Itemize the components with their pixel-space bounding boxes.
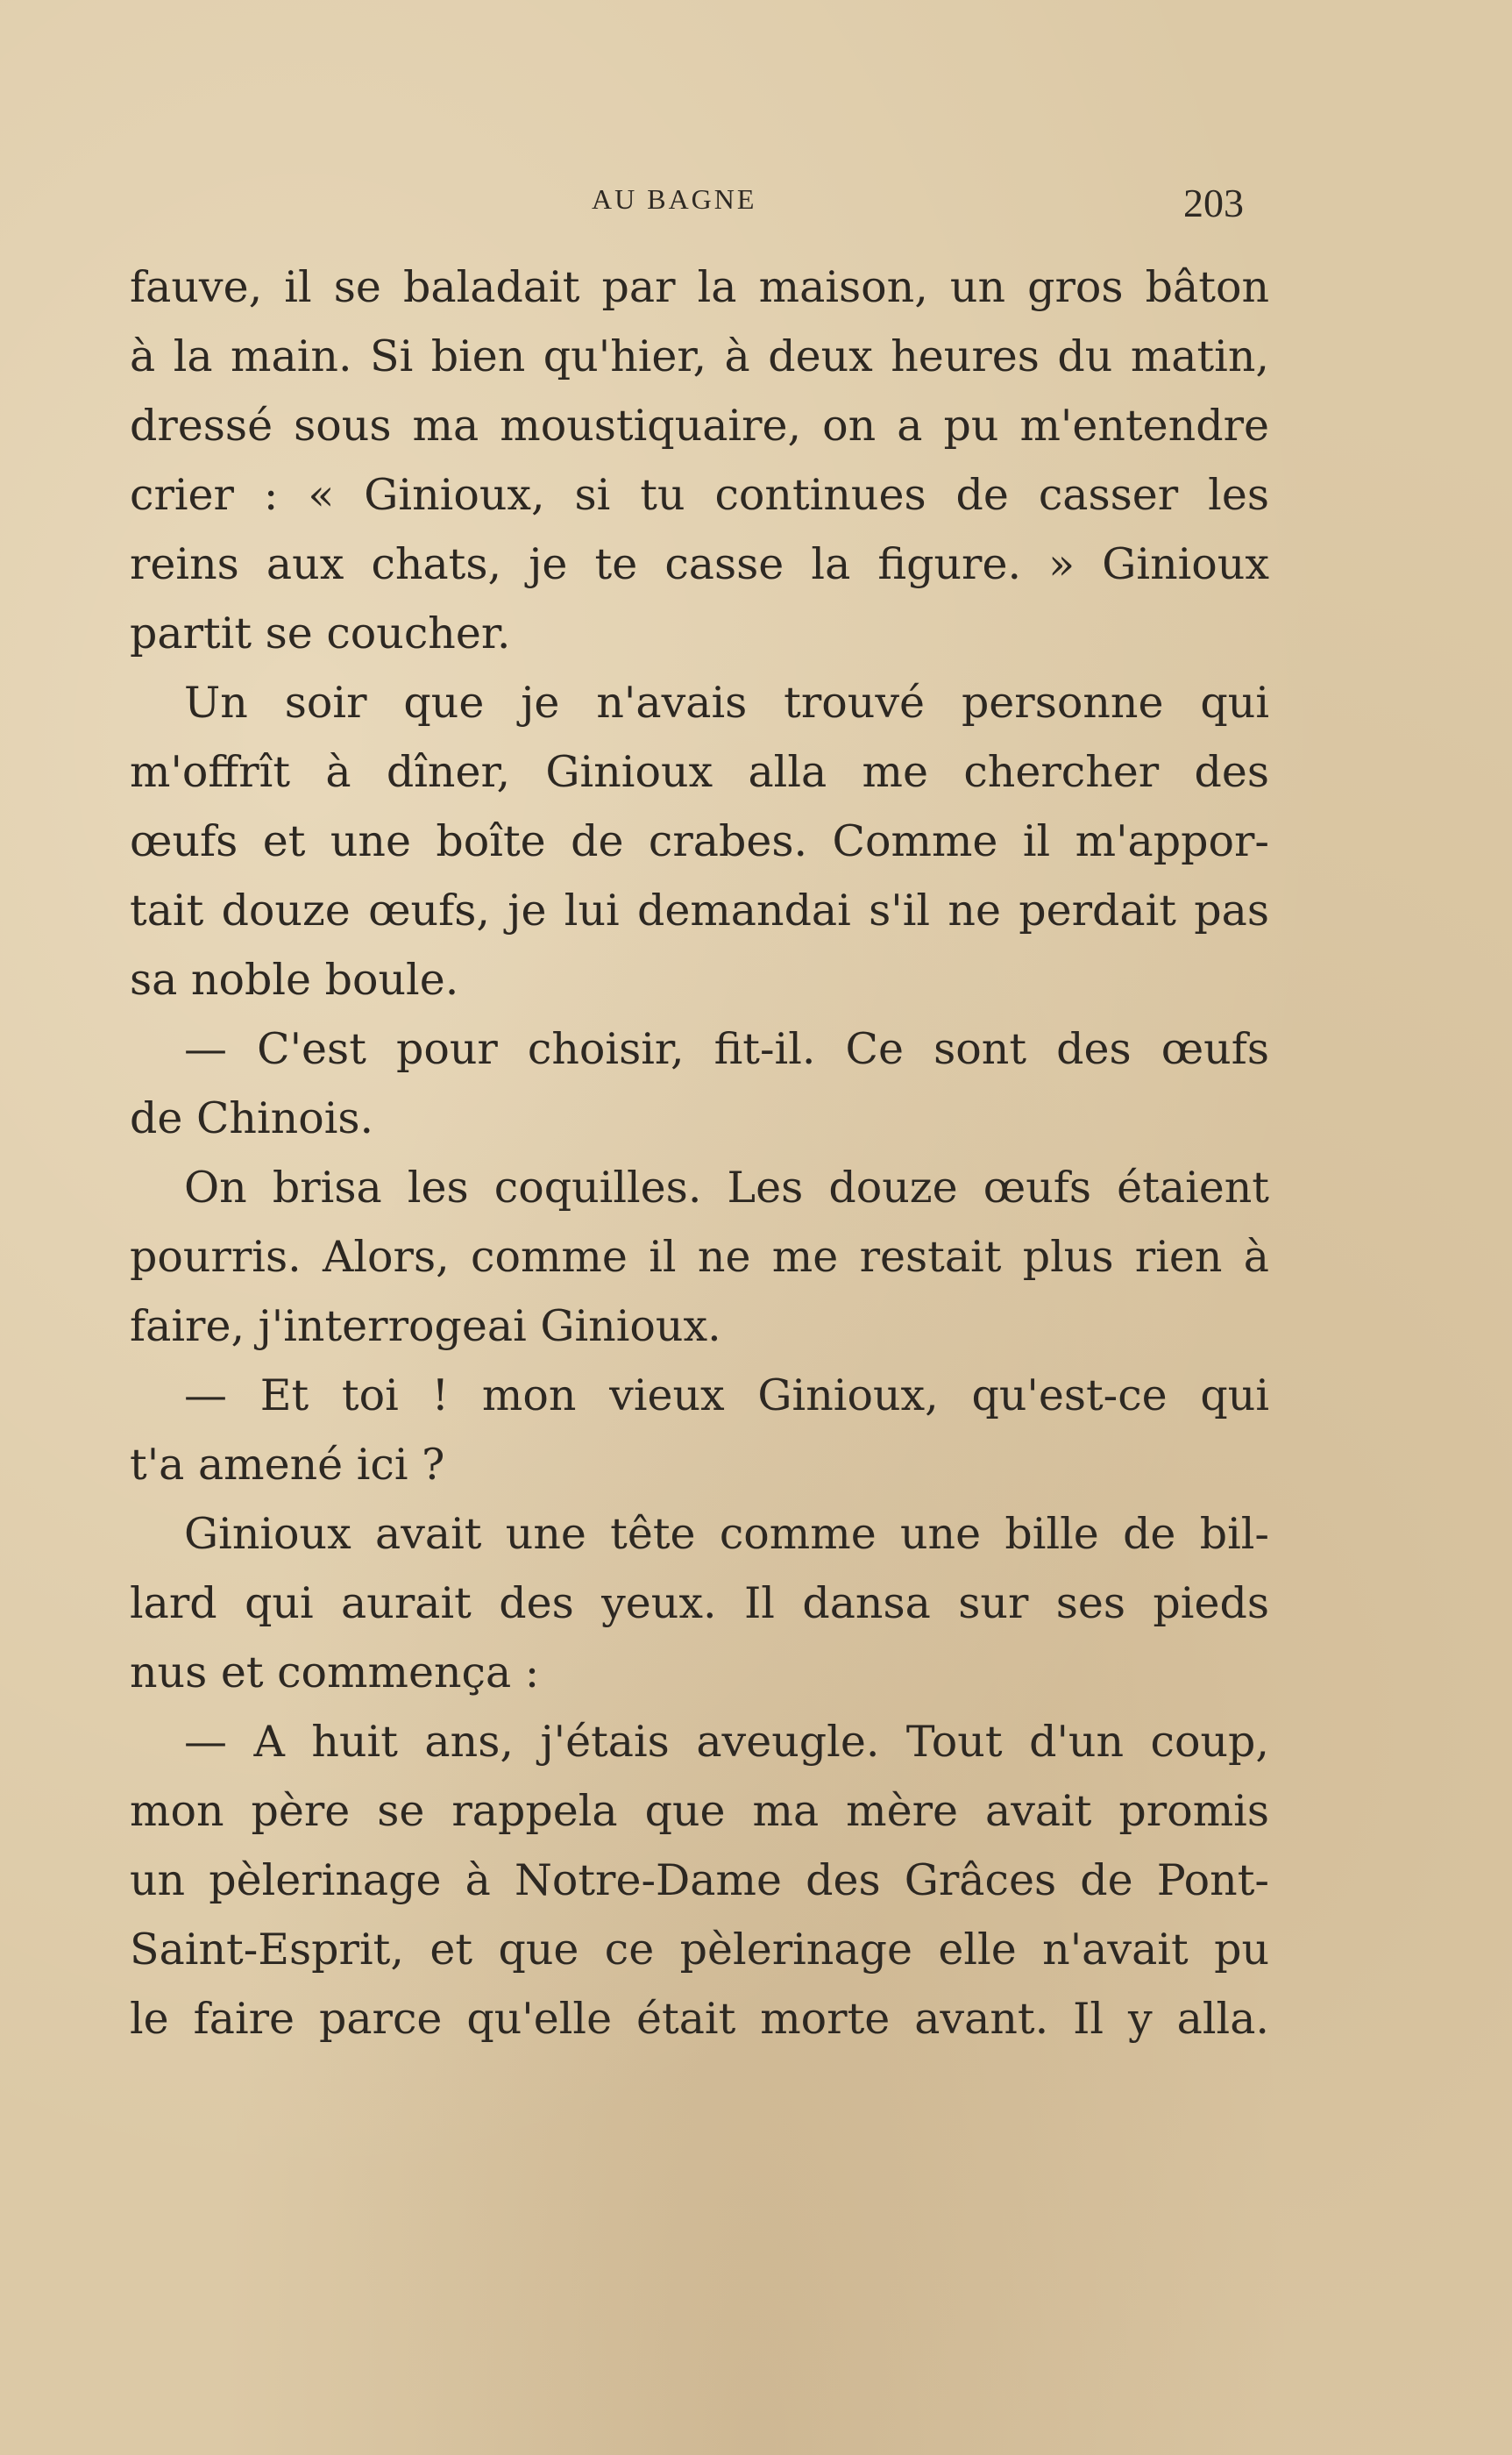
text-line: Ginioux avait une tête comme une bille de bil-: [184, 1509, 1269, 1559]
text-line: sa noble boule.: [130, 955, 459, 1005]
text-line: un pèlerinage à Notre-Dame des Grâces de Pont-: [130, 1855, 1269, 1905]
text-line: pourris. Alors, comme il ne me restait plus rien à: [130, 1232, 1269, 1282]
running-title: AU BAGNE: [592, 183, 757, 215]
text-line: œufs et une boîte de crabes. Comme il m'appor-: [130, 816, 1269, 866]
text-line: Saint-Esprit, et que ce pèlerinage elle n'avait pu: [130, 1925, 1269, 1975]
text-line: crier : « Ginioux, si tu continues de casser les: [130, 470, 1269, 520]
body-text: [130, 253, 1269, 2053]
text-line: fauve, il se baladait par la maison, un gros bâton: [130, 262, 1269, 312]
text-line: m'offrît à dîner, Ginioux alla me chercher des: [130, 747, 1269, 797]
text-line: partit se coucher.: [130, 608, 511, 658]
text-line: On brisa les coquilles. Les douze œufs étaient: [184, 1163, 1269, 1213]
running-head: [0, 180, 1512, 232]
text-line: tait douze œufs, je lui demandai s'il ne perdait pas: [130, 886, 1269, 936]
text-line: — Et toi ! mon vieux Ginioux, qu'est-ce qui: [184, 1370, 1269, 1420]
text-line: — A huit ans, j'étais aveugle. Tout d'un coup,: [184, 1717, 1269, 1767]
text-line: lard qui aurait des yeux. Il dansa sur ses pieds: [130, 1578, 1269, 1628]
text-line: — C'est pour choisir, fit-il. Ce sont des œufs: [184, 1024, 1269, 1074]
text-line: de Chinois.: [130, 1093, 374, 1143]
text-line: à la main. Si bien qu'hier, à deux heures du matin,: [130, 331, 1269, 381]
text-line: nus et commença :: [130, 1647, 540, 1697]
text-line: faire, j'interrogeai Ginioux.: [130, 1301, 721, 1351]
text-line: reins aux chats, je te casse la figure. » Ginioux: [130, 539, 1269, 589]
text-line: t'a amené ici ?: [130, 1440, 445, 1490]
text-line: dressé sous ma moustiquaire, on a pu m'entendre: [130, 401, 1269, 451]
page-number: 203: [1183, 181, 1244, 225]
text-line: mon père se rappela que ma mère avait promis: [130, 1786, 1269, 1836]
text-line: le faire parce qu'elle était morte avant. Il y alla.: [130, 1994, 1269, 2044]
text-line: Un soir que je n'avais trouvé personne qui: [184, 678, 1269, 728]
